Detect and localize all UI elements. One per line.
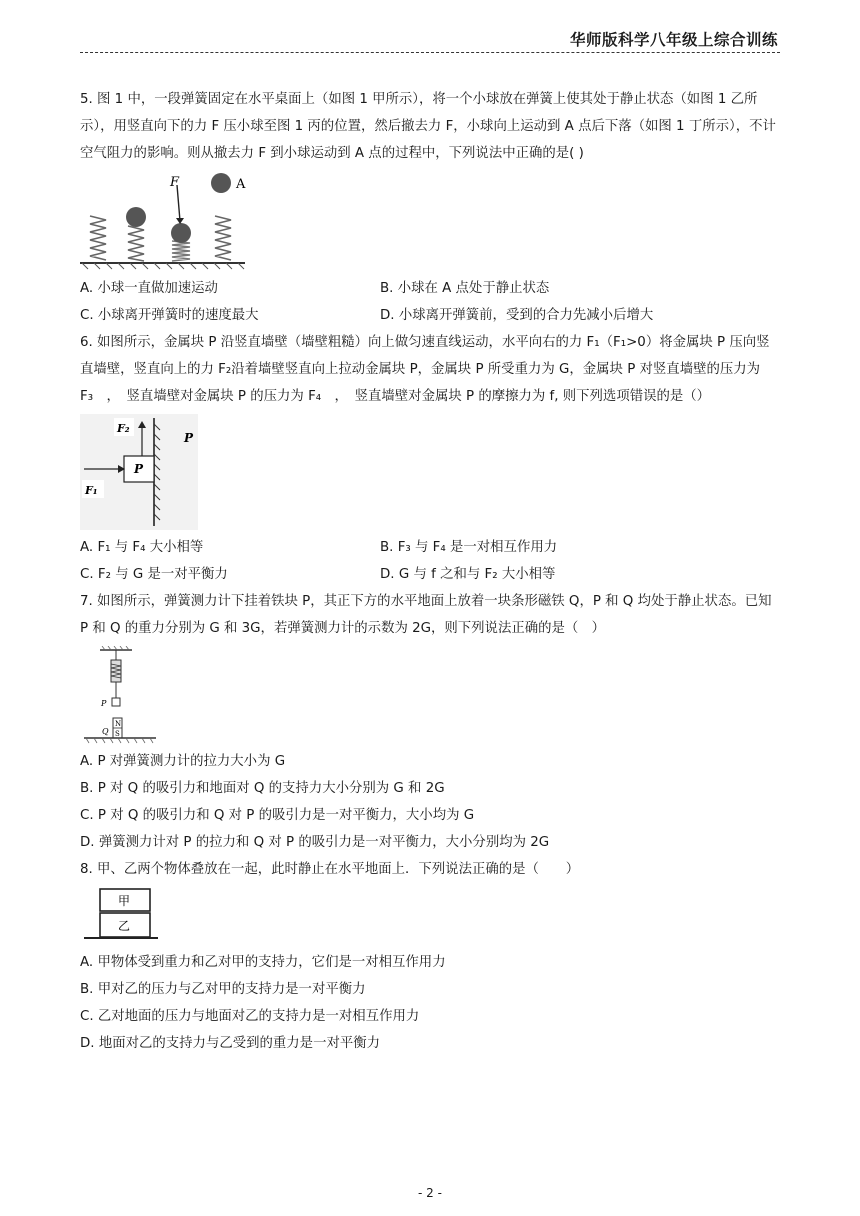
- question-5-options-row-1: [80, 275, 780, 302]
- question-6-options-row-2: [80, 561, 780, 588]
- force-arrow: [177, 185, 180, 221]
- spring-ding: [215, 216, 231, 260]
- question-6-options-row-1: [80, 534, 780, 561]
- figure-stacked-blocks: [80, 887, 160, 945]
- label-wall: P: [184, 431, 194, 445]
- label-q: Q: [102, 727, 109, 736]
- question-5-stem: 5. 图 1 中，一段弹簧固定在水平桌面上（如图 1 甲所示），将一个小球放在弹簧上使其处于静止状态（如图 1 乙所示），用竖直向下的力 F 压小球至图 1 丙的位置，然后撤去力 F，小球向上运动到 A 点后下落（如图 1 丁所示），不计空气阻力的影响。则从撤去力 F 到小球运动到 A 点的过程中，下列说法中正确的是( ): [80, 92, 776, 161]
- question-7-option-d: D. 弹簧测力计对 P 的拉力和 Q 对 P 的吸引力是一对平衡力，大小分别均为 2G: [80, 835, 550, 850]
- label-s: S: [115, 730, 120, 738]
- ball-bing: [171, 223, 191, 243]
- ball-yi: [126, 207, 146, 227]
- question-8-option-b: B. 甲对乙的压力与乙对甲的支持力是一对平衡力: [80, 982, 366, 997]
- question-8: [80, 856, 780, 1057]
- header-divider: [80, 52, 780, 53]
- label-block-jia: 甲: [118, 894, 131, 908]
- label-block: P: [134, 462, 144, 476]
- question-5-option-b: B. 小球在 A 点处于静止状态: [380, 281, 550, 296]
- iron-block-p: [112, 698, 120, 706]
- question-5-options-row-2: [80, 302, 780, 329]
- question-6-option-a: A. F₁ 与 F₄ 大小相等: [80, 540, 204, 555]
- spring-jia: [90, 216, 106, 260]
- figure-1-springs: [80, 171, 250, 271]
- header-title: 华师版科学八年级上综合训练: [569, 31, 778, 49]
- figure-spring-scale-magnet: [80, 646, 160, 744]
- label-point-a: A: [236, 177, 246, 192]
- question-6: [80, 329, 780, 588]
- figure-wall-block: [80, 414, 198, 530]
- question-7-option-c: C. P 对 Q 的吸引力和 Q 对 P 的吸引力是一对平衡力，大小均为 G: [80, 808, 475, 823]
- spring-yi: [128, 226, 144, 261]
- label-block-yi: 乙: [118, 919, 131, 933]
- label-p: P: [101, 699, 107, 708]
- question-5-option-a: A. 小球一直做加速运动: [80, 281, 218, 296]
- question-7: [80, 588, 780, 856]
- question-7-option-b: B. P 对 Q 的吸引力和地面对 Q 的支持力大小分别为 G 和 2G: [80, 781, 445, 796]
- question-6-stem: 6. 如图所示，金属块 P 沿竖直墙壁（墙壁粗糙）向上做匀速直线运动，水平向右的力 F₁（F₁>0）将金属块 P 压向竖直墙壁，竖直向上的力 F₂沿着墙壁竖直向上拉动金属块 P，金属块 P 所受重力为 G，金属块 P 对竖直墙壁的压力为 F₃ ， 竖直墙壁对金属块 P 的压力为 F₄ ， 竖直墙壁对金属块 P 的摩擦力为 f, 则下列选项错误的是（）: [80, 335, 770, 404]
- spring-bing: [172, 241, 190, 261]
- question-5-option-c: C. 小球离开弹簧时的速度最大: [80, 308, 259, 323]
- question-8-option-a: A. 甲物体受到重力和乙对甲的支持力，它们是一对相互作用力: [80, 955, 446, 970]
- question-6-option-b: B. F₃ 与 F₄ 是一对相互作用力: [380, 540, 558, 555]
- label-f1: F₁: [85, 484, 98, 497]
- page-number: - 2 -: [418, 1186, 442, 1200]
- question-5-option-d: D. 小球离开弹簧前，受到的合力先减小后增大: [380, 308, 654, 323]
- question-7-stem: 7. 如图所示，弹簧测力计下挂着铁块 P，其正下方的水平地面上放着一块条形磁铁 Q，P 和 Q 均处于静止状态。已知 P 和 Q 的重力分别为 G 和 3G，若弹簧测力计的示数为 2G，则下列说法正确的是（ ）: [80, 594, 772, 636]
- label-force: F: [170, 175, 180, 190]
- question-6-option-c: C. F₂ 与 G 是一对平衡力: [80, 567, 228, 582]
- label-f2: F₂: [117, 422, 130, 435]
- question-7-option-a: A. P 对弹簧测力计的拉力大小为 G: [80, 754, 286, 769]
- ball-ding: [211, 173, 231, 193]
- question-8-stem: 8. 甲、乙两个物体叠放在一起，此时静止在水平地面上．下列说法正确的是（ ）: [80, 862, 580, 877]
- question-6-option-d: D. G 与 f 之和与 F₂ 大小相等: [380, 567, 556, 582]
- question-5: [80, 86, 780, 329]
- label-n: N: [115, 720, 122, 728]
- document-body: [80, 86, 780, 1057]
- question-8-option-c: C. 乙对地面的压力与地面对乙的支持力是一对相互作用力: [80, 1009, 420, 1024]
- question-8-option-d: D. 地面对乙的支持力与乙受到的重力是一对平衡力: [80, 1036, 381, 1051]
